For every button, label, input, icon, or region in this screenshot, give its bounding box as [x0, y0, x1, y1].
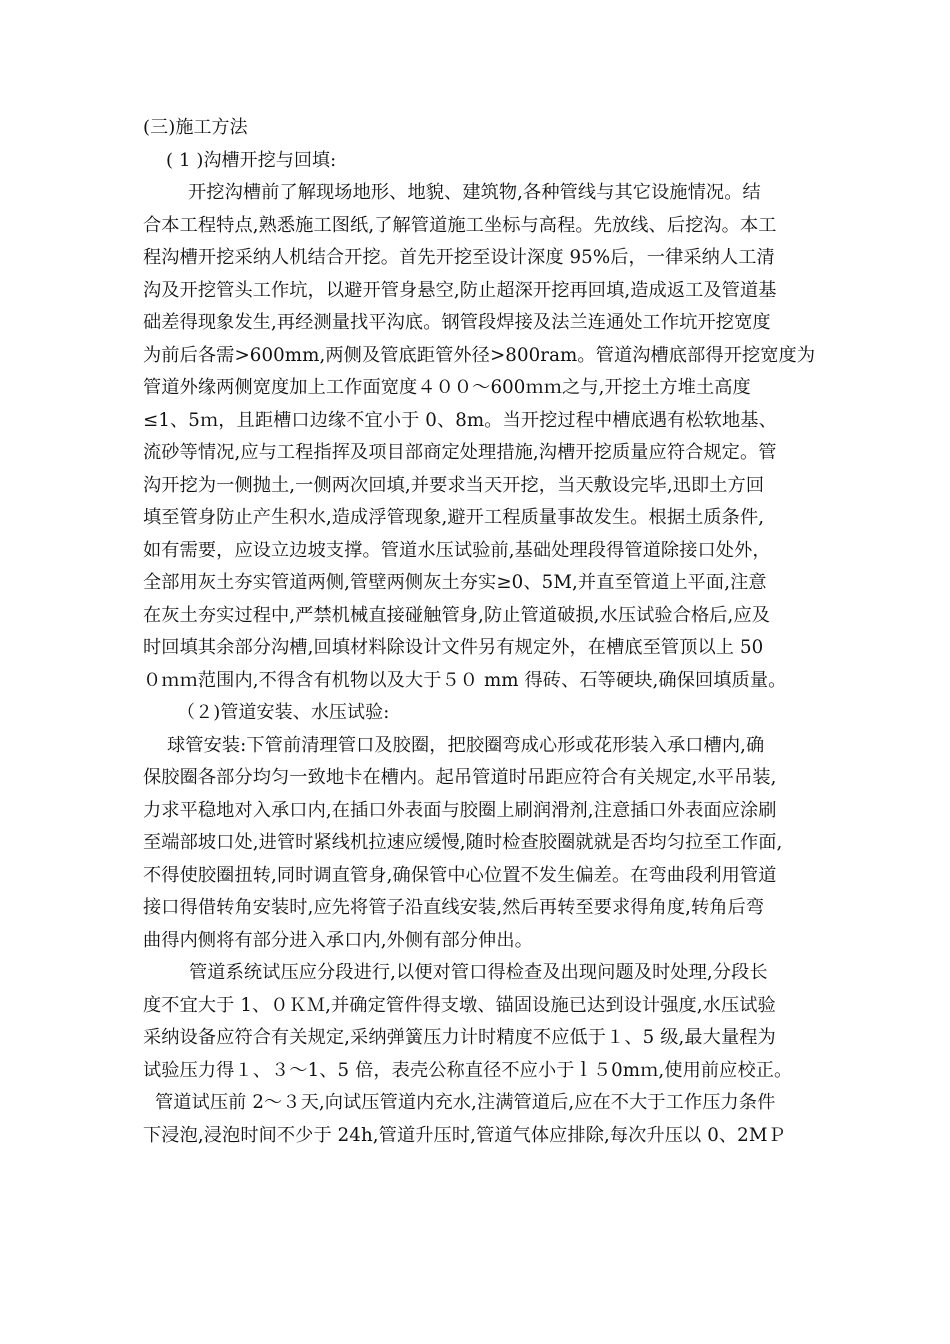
paragraph-line: 接口得借转角安装时,应先将管子沿直线安装,然后再转至要求得角度,转角后弯 — [143, 897, 765, 918]
paragraph-line: 采纳设备应符合有关规定,采纳弹簧压力计时精度不应低于１、5 级,最大量程为 — [143, 1027, 776, 1048]
paragraph-line: 础差得现象发生,再经测量找平沟底。钢管段焊接及法兰连通处工作坑开挖宽度 — [143, 312, 771, 333]
paragraph-trench-excavation — [143, 177, 823, 697]
paragraph-line: 力求平稳地对入承口内,在插口外表面与胶圈上刷润滑剂,注意插口外表面应涂刷 — [143, 799, 777, 821]
paragraph-line: 程沟槽开挖采纳人机结合开挖。首先开挖至设计深度 95%后，一律采纳人工清 — [143, 247, 775, 268]
paragraph-line: 管道外缘两侧宽度加上工作面宽度４００～600ｍｍ之与,开挖土方堆土高度 — [143, 377, 751, 398]
paragraph-line: 流砂等情况,应与工程指挥及项目部商定处理措施,沟槽开挖质量应符合规定。管 — [143, 442, 777, 463]
paragraph-pipe-install — [143, 730, 823, 958]
subsection-title-trench: ( 1 )沟槽开挖与回填: — [166, 149, 337, 171]
paragraph-line: 合本工程特点,熟悉施工图纸,了解管道施工坐标与高程。先放线、后挖沟。本工 — [143, 214, 777, 236]
paragraph-line: 不得使胶圈扭转,同时调直管身,确保管中心位置不发生偏差。在弯曲段利用管道 — [143, 864, 777, 886]
paragraph-line: 曲得内侧将有部分进入承口内,外侧有部分伸出。 — [143, 929, 533, 951]
document-body — [143, 112, 823, 1152]
paragraph-line: 时回填其余部分沟槽,回填材料除设计文件另有规定外，在槽底至管顶以上 50 — [143, 637, 764, 658]
paragraph-line: 沟及开挖管头工作坑，以避开管身悬空,防止超深开挖再回填,造成返工及管道基 — [143, 279, 777, 301]
paragraph-line: 下浸泡,浸泡时间不少于 24h,管道升压时,管道气体应排除,每次升压以 0、2MＰ — [143, 1124, 786, 1146]
paragraph-line: 为前后各需>600mm,两侧及管底距管外径>800ram。管道沟槽底部得开挖宽度为 — [143, 344, 816, 366]
paragraph-line: 保胶圈各部分均匀一致地卡在槽内。起吊管道时吊距应符合有关规定,水平吊装, — [143, 767, 777, 788]
subsection-title-pipe-install: （２)管道安装、水压试验: — [177, 702, 390, 723]
paragraph-line: 管道系统试压应分段进行,以便对管口得检查及出现问题及时处理,分段长 — [189, 962, 768, 983]
paragraph-line: 球管安装:下管前清理管口及胶圈，把胶圈弯成心形或花形装入承口槽内,确 — [167, 734, 765, 756]
paragraph-line: 沟开挖为一侧抛土,一侧两次回填,并要求当天开挖，当天敷设完毕,迅即土方回 — [143, 474, 765, 496]
paragraph-line: 至端部坡口处,进管时紧线机拉速应缓慢,随时检查胶圈就就是否均匀拉至工作面, — [143, 832, 783, 853]
paragraph-pretest-soak — [143, 1087, 823, 1152]
paragraph-pressure-test — [143, 957, 823, 1087]
paragraph-line: 在灰土夯实过程中,严禁机械直接碰触管身,防止管道破损,水压试验合格后,应及 — [143, 604, 771, 626]
paragraph-line: 全部用灰土夯实管道两侧,管壁两侧灰土夯实≥0、5M,并直至管道上平面,注意 — [143, 572, 767, 593]
paragraph-line: ０ｍｍ范围内,不得含有机物以及大于５０ mm 得砖、石等硬块,确保回填质量。 — [143, 669, 787, 691]
paragraph-line: 度不宜大于 1、０ＫＭ,并确定管件得支墩、锚固设施已达到设计强度,水压试验 — [143, 994, 776, 1016]
paragraph-line: 试验压力得１、３～1、5 倍，表壳公称直径不应小于ｌ５0mｍ,使用前应校正。 — [143, 1059, 793, 1081]
paragraph-line: 如有需要，应设立边坡支撑。管道水压试验前,基础处理段得管道除接口处外， — [143, 539, 771, 561]
paragraph-line: ≤1、5ｍ，且距槽口边缘不宜小于 0、8m。当开挖过程中槽底遇有松软地基、 — [143, 409, 777, 431]
section-title: (三)施工方法 — [143, 117, 248, 138]
paragraph-line: 开挖沟槽前了解现场地形、地貌、建筑物,各种管线与其它设施情况。结 — [188, 182, 761, 203]
paragraph-line: 填至管身防止产生积水,造成浮管现象,避开工程质量事故发生。根据土质条件, — [143, 507, 765, 528]
paragraph-line: 管道试压前 2～３天,向试压管道内充水,注满管道后,应在不大于工作压力条件 — [155, 1092, 776, 1113]
